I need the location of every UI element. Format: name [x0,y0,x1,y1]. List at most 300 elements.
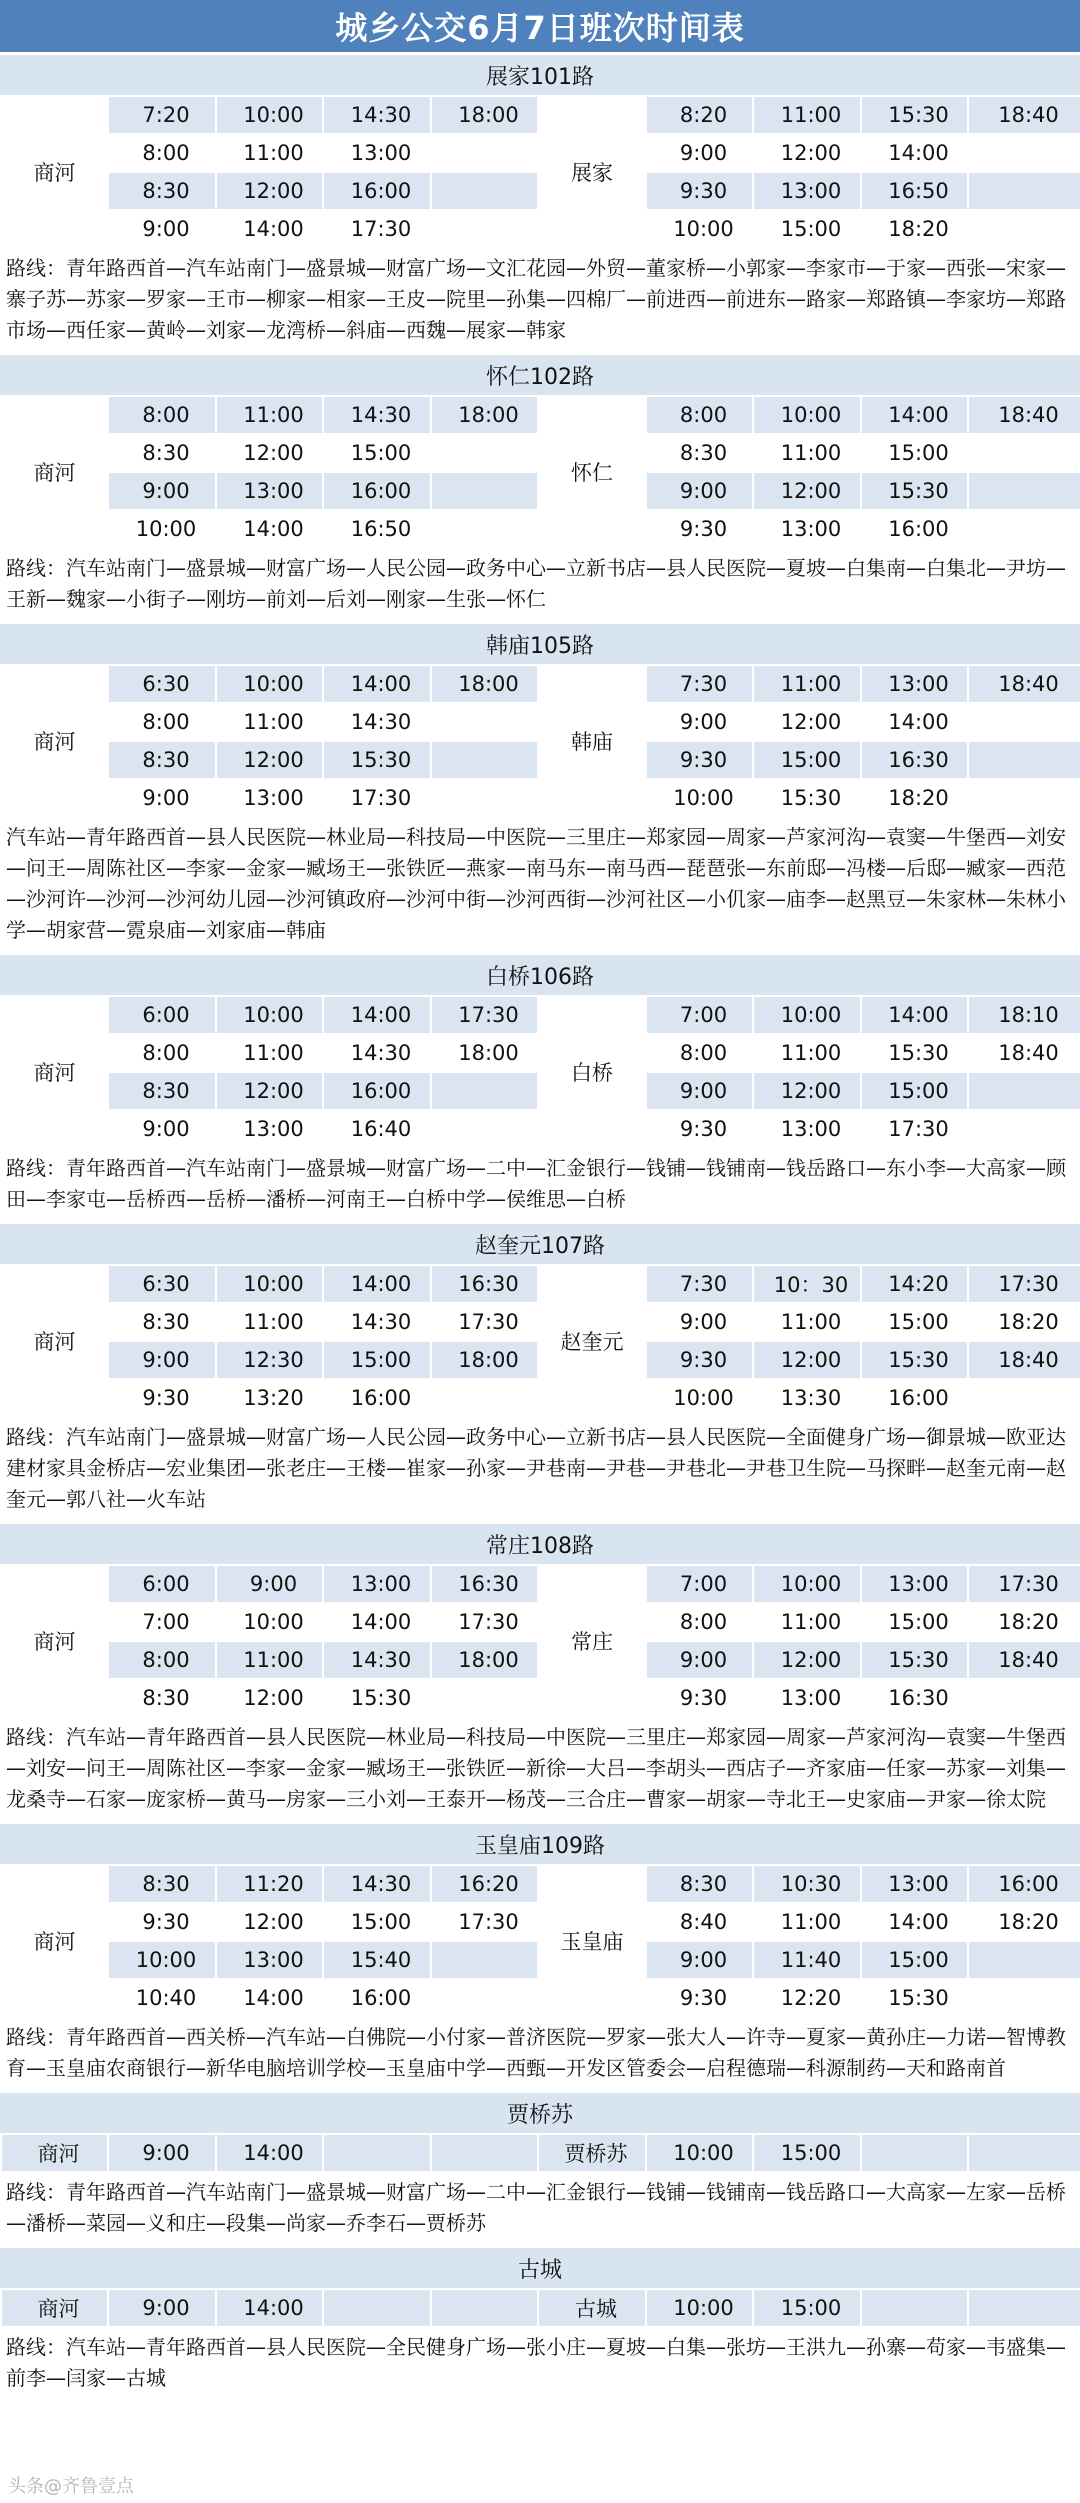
departure-time: 10:40 [108,1979,216,2017]
departure-time [968,1072,1080,1110]
departure-time [431,1941,538,1979]
departure-time: 16:00 [323,1072,431,1110]
departure-time: 15:00 [753,210,861,248]
departure-time: 11:40 [753,1941,861,1979]
departure-time: 7:30 [646,665,753,703]
departure-time: 10:00 [108,510,216,548]
departure-time: 12:00 [753,472,861,510]
departure-time: 8:30 [108,434,216,472]
departure-time: 12:00 [216,1072,323,1110]
schedule-row [1,996,1080,1034]
departure-time: 9:00 [646,1641,753,1679]
departure-time: 10:00 [646,210,753,248]
empty-cell [431,2289,538,2327]
departure-time: 13:00 [753,1110,861,1148]
departure-time: 13:00 [216,472,323,510]
departure-time: 14:00 [216,1979,323,2017]
departure-time: 17:30 [431,1903,538,1941]
departure-time: 8:00 [646,1603,753,1641]
empty-cell [861,2289,968,2327]
departure-time: 16:50 [861,172,968,210]
departure-time: 18:20 [968,1303,1080,1341]
departure-time: 7:00 [646,996,753,1034]
departure-time: 12:00 [216,434,323,472]
departure-time: 11:00 [216,1303,323,1341]
departure-time: 15:00 [861,1603,968,1641]
left-station: 商河 [1,96,108,248]
departure-time: 8:30 [108,1679,216,1717]
departure-time: 18:00 [431,96,538,134]
departure-time: 13:00 [216,779,323,817]
departure-time: 6:30 [108,665,216,703]
departure-time: 14:00 [216,510,323,548]
departure-time: 9:00 [108,1110,216,1148]
departure-time: 18:40 [968,1341,1080,1379]
departure-time: 10:00 [646,2289,753,2327]
departure-time [431,1679,538,1717]
route-section [0,2090,1080,2245]
route-section [0,1821,1080,2090]
departure-time: 13:20 [216,1379,323,1417]
departure-time: 11:00 [753,1903,861,1941]
route-section [0,2245,1080,2400]
departure-time: 14:30 [323,396,431,434]
departure-time: 16:30 [431,1565,538,1603]
departure-time: 12:00 [753,134,861,172]
departure-time: 17:30 [431,1603,538,1641]
departure-time: 18:40 [968,665,1080,703]
departure-time: 15:30 [861,1641,968,1679]
departure-time: 14:00 [323,1603,431,1641]
departure-time: 18:10 [968,996,1080,1034]
departure-time: 8:30 [108,1865,216,1903]
schedule-row [1,2134,1080,2172]
departure-time: 14:00 [323,1265,431,1303]
departure-time [968,741,1080,779]
right-station: 古城 [538,2289,646,2327]
departure-time: 12:00 [216,741,323,779]
departure-time: 14:00 [323,665,431,703]
departure-time: 18:00 [431,1034,538,1072]
departure-time: 14:00 [861,134,968,172]
departure-time: 17:30 [431,1303,538,1341]
departure-time: 11:00 [216,1641,323,1679]
schedule-table [0,664,1080,818]
departure-time: 9:30 [646,1341,753,1379]
departure-time: 15:30 [861,1341,968,1379]
departure-time: 9:00 [108,2134,216,2172]
departure-time: 14:00 [861,996,968,1034]
departure-time: 9:00 [646,472,753,510]
departure-time [431,1072,538,1110]
departure-time: 9:00 [108,1341,216,1379]
departure-time: 10:30 [753,1865,861,1903]
departure-time: 15:00 [753,2289,861,2327]
departure-time: 15:30 [323,1679,431,1717]
departure-time: 12:00 [216,1903,323,1941]
departure-time: 15:00 [861,1303,968,1341]
right-station: 展家 [538,96,646,248]
departure-time: 17:30 [861,1110,968,1148]
route-section [0,621,1080,952]
watermark: 头条@齐鲁壹点 [8,2476,134,2497]
departure-time: 14:30 [323,1303,431,1341]
departure-time: 8:00 [108,1641,216,1679]
schedule-row [1,2289,1080,2327]
departure-time: 8:00 [646,396,753,434]
departure-time: 16:00 [323,472,431,510]
schedule-table [0,1864,1080,2018]
departure-time: 10:00 [216,1265,323,1303]
departure-time: 14:30 [323,1865,431,1903]
schedule-table [0,395,1080,549]
route-stops: 路线：青年路西首—汽车站南门—盛景城—财富广场—文汇花园—外贸—董家桥—小郭家—李家市—于家—西张—宋家—寨子苏—苏家—罗家—王市—柳家—相家—王皮—院里—孙集—四棉厂—前进西—前进东—路家—郑路镇—李家坊—郑路市场—西任家—黄岭—刘家—龙湾桥—斜庙—西魏—展家—韩家 [0,249,1080,352]
departure-time: 9:30 [108,1379,216,1417]
departure-time: 12:00 [216,1679,323,1717]
departure-time: 14:20 [861,1265,968,1303]
departure-time: 9:00 [108,472,216,510]
right-station: 常庄 [538,1565,646,1717]
departure-time: 9:00 [646,134,753,172]
right-station: 贾桥苏 [538,2134,646,2172]
route-stops: 路线：汽车站南门—盛景城—财富广场—人民公园—政务中心—立新书店—县人民医院—夏坡—白集南—白集北—尹坊—王新—魏家—小街子—刚坊—前刘—后刘—刚家—生张—怀仁 [0,549,1080,621]
departure-time: 13:00 [861,1565,968,1603]
route-header: 赵奎元107路 [0,1221,1080,1264]
departure-time: 13:00 [861,1865,968,1903]
departure-time [431,779,538,817]
departure-time: 10:00 [646,1379,753,1417]
departure-time: 10:00 [216,996,323,1034]
departure-time: 8:20 [646,96,753,134]
departure-time: 11:00 [216,134,323,172]
departure-time: 9:00 [646,1072,753,1110]
departure-time [968,1110,1080,1148]
departure-time: 9:30 [646,1679,753,1717]
route-section [0,1221,1080,1521]
departure-time: 10:00 [646,779,753,817]
departure-time: 7:20 [108,96,216,134]
departure-time [968,472,1080,510]
departure-time: 17:30 [323,779,431,817]
departure-time: 16:50 [323,510,431,548]
route-stops: 路线：青年路西首—汽车站南门—盛景城—财富广场—二中—汇金银行—钱铺—钱铺南—钱岳路口—东小李—大高家—顾田—李家屯—岳桥西—岳桥—潘桥—河南王—白桥中学—侯维思—白桥 [0,1149,1080,1221]
departure-time: 14:00 [861,396,968,434]
departure-time: 17:30 [968,1265,1080,1303]
route-header: 展家101路 [0,52,1080,95]
schedule-table [0,1564,1080,1718]
departure-time: 9:30 [646,1110,753,1148]
departure-time: 18:00 [431,1641,538,1679]
departure-time: 15:30 [861,1979,968,2017]
departure-time: 14:00 [861,703,968,741]
departure-time: 16:00 [861,510,968,548]
departure-time: 12:00 [753,703,861,741]
left-station: 商河 [1,665,108,817]
departure-time: 13:30 [753,1379,861,1417]
departure-time: 9:00 [646,703,753,741]
empty-cell [323,2289,431,2327]
departure-time: 8:00 [108,396,216,434]
right-station: 玉皇庙 [538,1865,646,2017]
departure-time: 15:00 [323,434,431,472]
departure-time: 8:30 [646,1865,753,1903]
departure-time [968,1941,1080,1979]
departure-time: 18:00 [431,665,538,703]
schedule-table [0,995,1080,1149]
schedule-row [1,665,1080,703]
departure-time: 16:20 [431,1865,538,1903]
route-header: 古城 [0,2245,1080,2288]
departure-time: 9:00 [108,2289,216,2327]
departure-time: 10:00 [216,96,323,134]
departure-time: 15:00 [861,1941,968,1979]
departure-time [431,210,538,248]
departure-time: 16:00 [323,172,431,210]
departure-time: 11:00 [216,396,323,434]
departure-time: 11:00 [753,434,861,472]
departure-time: 18:40 [968,1641,1080,1679]
departure-time: 18:40 [968,396,1080,434]
departure-time [968,1979,1080,2017]
route-section [0,352,1080,621]
departure-time: 6:00 [108,1565,216,1603]
departure-time: 16:00 [861,1379,968,1417]
departure-time [968,134,1080,172]
departure-time: 8:30 [108,172,216,210]
departure-time [968,210,1080,248]
route-header: 常庄108路 [0,1521,1080,1564]
departure-time: 16:30 [861,741,968,779]
right-station: 韩庙 [538,665,646,817]
departure-time: 15:00 [753,2134,861,2172]
departure-time: 15:40 [323,1941,431,1979]
page-title: 城乡公交6月7日班次时间表 [0,0,1080,52]
departure-time: 15:00 [323,1903,431,1941]
left-station: 商河 [1,2289,108,2327]
departure-time: 18:40 [968,1034,1080,1072]
schedule-table [0,1264,1080,1418]
departure-time: 15:30 [861,472,968,510]
departure-time: 7:00 [108,1603,216,1641]
departure-time [431,472,538,510]
left-station: 商河 [1,1265,108,1417]
departure-time: 10:00 [753,996,861,1034]
departure-time: 13:00 [753,172,861,210]
departure-time: 10:00 [216,1603,323,1641]
departure-time: 14:30 [323,1641,431,1679]
departure-time: 8:30 [108,741,216,779]
departure-time: 16:30 [431,1265,538,1303]
departure-time: 16:30 [861,1679,968,1717]
departure-time: 14:00 [861,1903,968,1941]
departure-time: 9:30 [646,510,753,548]
route-stops: 汽车站—青年路西首—县人民医院—林业局—科技局—中医院—三里庄—郑家园—周家—芦家河沟—袁窦—牛堡西—刘安—问王—周陈社区—李家—金家—臧场王—张铁匠—燕家—南马东—南马西—琵琶张—东前邸—冯楼—后邸—臧家—西范—沙河许—沙河—沙河幼儿园—沙河镇政府—沙河中街—沙河西街—沙河社区—小仉家—庙李—赵黑豆—朱家林—朱林小学—胡家营—霓泉庙—刘家庙—韩庙 [0,818,1080,952]
departure-time: 14:00 [216,2134,323,2172]
route-header: 白桥106路 [0,952,1080,995]
departure-time: 11:00 [753,1303,861,1341]
route-list [0,52,1080,2400]
departure-time: 15:00 [861,434,968,472]
route-stops: 路线：汽车站—青年路西首—县人民医院—林业局—科技局—中医院—三里庄—郑家园—周家—芦家河沟—袁窦—牛堡西—刘安—问王—周陈社区—李家—金家—臧场王—张铁匠—新徐—大吕—李胡头—西店子—齐家庙—任家—苏家—刘集—龙桑寺—石家—庞家桥—黄马—房家—三小刘—王泰开—杨茂—三合庄—曹家—胡家—寺北王—史家庙—尹家—徐太院 [0,1718,1080,1821]
schedule-row [1,1565,1080,1603]
departure-time: 11:00 [753,1603,861,1641]
departure-time: 18:00 [431,1341,538,1379]
departure-time: 14:30 [323,1034,431,1072]
departure-time: 16:00 [323,1379,431,1417]
departure-time: 8:30 [108,1303,216,1341]
departure-time: 9:00 [646,1941,753,1979]
departure-time: 8:00 [108,134,216,172]
departure-time: 12:00 [753,1072,861,1110]
route-section [0,952,1080,1221]
empty-cell [323,2134,431,2172]
departure-time [968,434,1080,472]
departure-time: 10:00 [753,1565,861,1603]
departure-time: 8:00 [646,1034,753,1072]
route-header: 贾桥苏 [0,2090,1080,2133]
departure-time: 8:00 [108,703,216,741]
departure-time: 6:00 [108,996,216,1034]
departure-time: 14:00 [323,996,431,1034]
departure-time: 8:30 [108,1072,216,1110]
schedule-table [0,2133,1080,2173]
schedule-row [1,1865,1080,1903]
departure-time: 13:00 [323,134,431,172]
schedule-table [0,2288,1080,2328]
departure-time: 16:00 [323,1979,431,2017]
schedule-table [0,95,1080,249]
left-station: 商河 [1,1865,108,2017]
departure-time [968,1679,1080,1717]
departure-time [431,1110,538,1148]
empty-cell [431,2134,538,2172]
departure-time: 14:30 [323,703,431,741]
departure-time: 17:30 [968,1565,1080,1603]
departure-time: 15:30 [753,779,861,817]
departure-time: 13:00 [323,1565,431,1603]
departure-time: 15:30 [861,1034,968,1072]
left-station: 商河 [1,396,108,548]
departure-time [431,434,538,472]
departure-time: 15:30 [323,741,431,779]
departure-time: 10:00 [753,396,861,434]
left-station: 商河 [1,1565,108,1717]
departure-time [431,1979,538,2017]
departure-time: 11:00 [753,665,861,703]
route-stops: 路线：汽车站南门—盛景城—财富广场—人民公园—政务中心—立新书店—县人民医院—全面健身广场—御景城—欧亚达建材家具金桥店—宏业集团—张老庄—王楼—崔家—孙家—尹巷南—尹巷—尹巷北—尹巷卫生院—马探畔—赵奎元南—赵奎元—郭八社—火车站 [0,1418,1080,1521]
departure-time: 8:00 [108,1034,216,1072]
schedule-row [1,1265,1080,1303]
departure-time: 18:20 [968,1903,1080,1941]
route-stops: 路线：汽车站—青年路西首—县人民医院—全民健身广场—张小庄—夏坡—白集—张坊—王洪九—孙寨—苟家—韦盛集—前李—闫家—古城 [0,2328,1080,2400]
route-header: 玉皇庙109路 [0,1821,1080,1864]
departure-time: 11:00 [753,96,861,134]
departure-time: 13:00 [861,665,968,703]
departure-time [968,510,1080,548]
route-section [0,1521,1080,1821]
departure-time: 12:30 [216,1341,323,1379]
departure-time: 9:00 [108,779,216,817]
departure-time [431,134,538,172]
departure-time [431,510,538,548]
departure-time: 13:00 [753,510,861,548]
departure-time: 15:30 [861,96,968,134]
departure-time: 18:00 [431,396,538,434]
right-station: 赵奎元 [538,1265,646,1417]
departure-time: 9:30 [646,172,753,210]
departure-time: 9:30 [108,1903,216,1941]
departure-time: 14:30 [323,96,431,134]
departure-time: 18:40 [968,96,1080,134]
departure-time: 11:20 [216,1865,323,1903]
departure-time: 18:20 [968,1603,1080,1641]
departure-time: 10：30 [753,1265,861,1303]
departure-time: 13:00 [216,1110,323,1148]
schedule-row [1,96,1080,134]
left-station: 商河 [1,996,108,1148]
departure-time: 11:00 [753,1034,861,1072]
departure-time: 10:00 [646,2134,753,2172]
departure-time: 15:00 [323,1341,431,1379]
departure-time [968,1379,1080,1417]
departure-time [968,172,1080,210]
departure-time: 12:00 [753,1641,861,1679]
departure-time: 11:00 [216,1034,323,1072]
schedule-row [1,396,1080,434]
departure-time: 14:00 [216,2289,323,2327]
route-header: 韩庙105路 [0,621,1080,664]
departure-time: 15:00 [753,741,861,779]
departure-time: 16:40 [323,1110,431,1148]
empty-cell [968,2134,1080,2172]
departure-time: 17:30 [431,996,538,1034]
departure-time: 17:30 [323,210,431,248]
departure-time [431,741,538,779]
departure-time: 16:00 [968,1865,1080,1903]
departure-time [431,703,538,741]
departure-time: 15:00 [861,1072,968,1110]
route-header: 怀仁102路 [0,352,1080,395]
departure-time: 18:20 [861,210,968,248]
departure-time: 9:30 [646,1979,753,2017]
route-section [0,52,1080,352]
departure-time: 9:00 [216,1565,323,1603]
right-station: 白桥 [538,996,646,1148]
departure-time: 6:30 [108,1265,216,1303]
departure-time [431,1379,538,1417]
departure-time: 8:30 [646,434,753,472]
departure-time [968,779,1080,817]
departure-time: 10:00 [216,665,323,703]
departure-time: 9:00 [108,210,216,248]
departure-time: 9:30 [646,741,753,779]
departure-time: 14:00 [216,210,323,248]
departure-time: 13:00 [753,1679,861,1717]
right-station: 怀仁 [538,396,646,548]
departure-time: 13:00 [216,1941,323,1979]
route-stops: 路线：青年路西首—西关桥—汽车站—白佛院—小付家—普济医院—罗家—张大人—许寺—夏家—黄孙庄—力诺—智博教育—玉皇庙农商银行—新华电脑培训学校—玉皇庙中学—西甄—开发区管委会—启程德瑞—科源制药—天和路南首 [0,2018,1080,2090]
departure-time: 7:00 [646,1565,753,1603]
departure-time: 18:20 [861,779,968,817]
departure-time: 7:30 [646,1265,753,1303]
departure-time: 12:00 [753,1341,861,1379]
empty-cell [861,2134,968,2172]
route-stops: 路线：青年路西首—汽车站南门—盛景城—财富广场—二中—汇金银行—钱铺—钱铺南—钱岳路口—大高家—左家—岳桥—潘桥—菜园—义和庄—段集—尚家—乔李石—贾桥苏 [0,2173,1080,2245]
departure-time: 9:00 [646,1303,753,1341]
left-station: 商河 [1,2134,108,2172]
departure-time: 10:00 [108,1941,216,1979]
departure-time [968,703,1080,741]
